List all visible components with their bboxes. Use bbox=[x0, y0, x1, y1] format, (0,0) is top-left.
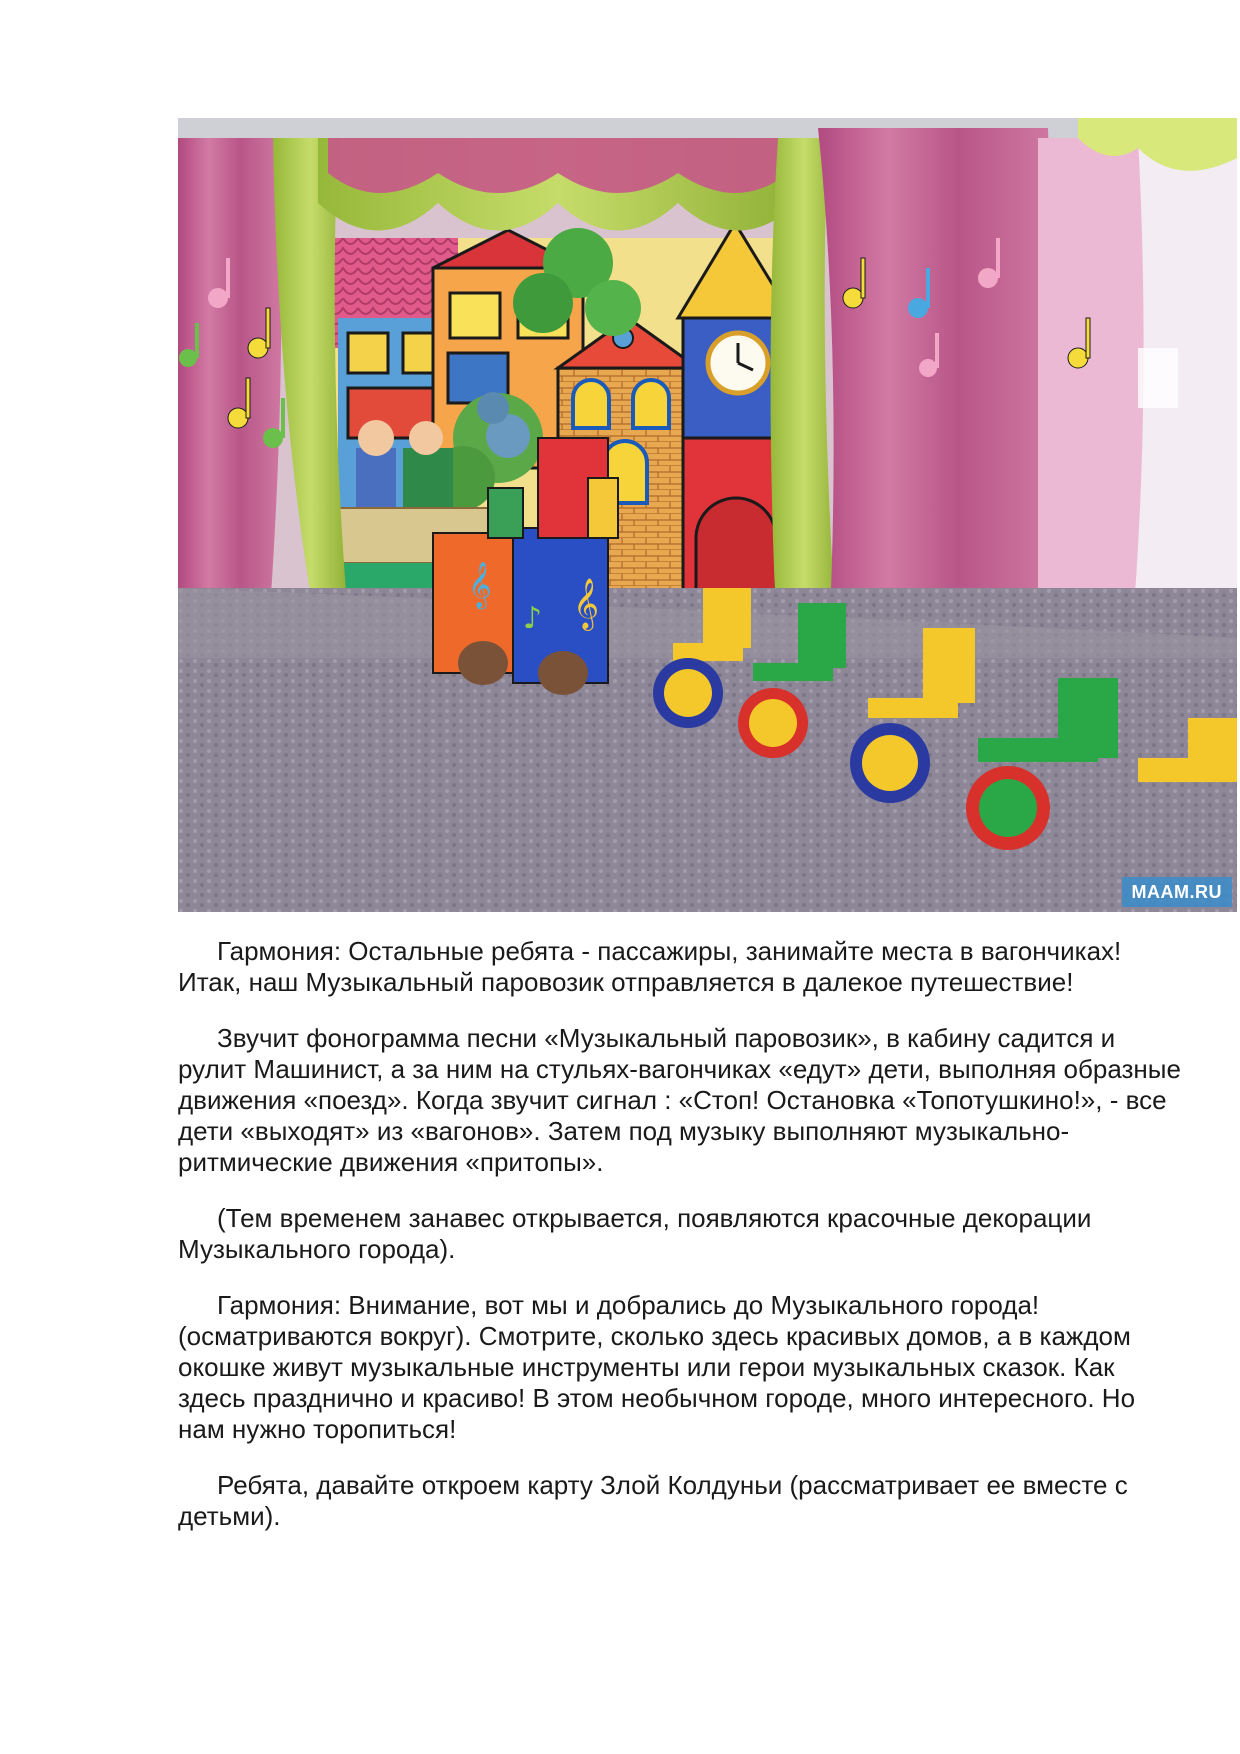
stage-scene-illustration bbox=[178, 118, 1237, 912]
paragraph-2: Звучит фонограмма песни «Музыкальный паровозик», в кабину садится и рулит Машинист, а за ним на стульях-вагончиках «едут» дети, выполняя образные движения «поезд». Когда звучит сигнал : «Стоп! Остановка «Топотушкино!», - все дети «выходят» из «вагонов». Затем под музыку выполняют музыкально-ритмические движения «притопы». bbox=[178, 1023, 1181, 1177]
paragraph-1: Гармония: Остальные ребята - пассажиры, занимайте места в вагончиках! Итак, наш Музыкальный паровозик отправляется в далекое путешествие! bbox=[178, 936, 1122, 997]
paragraph-3: (Тем временем занавес открывается, появляются красочные декорации Музыкального города). bbox=[178, 1203, 1092, 1264]
stage-photo bbox=[178, 118, 1237, 912]
document-text bbox=[178, 936, 1188, 1557]
paragraph-4: Гармония: Внимание, вот мы и добрались до Музыкального города! (осматриваются вокруг). Смотрите, сколько здесь красивых домов, а в каждом окошке живут музыкальные инструменты или герои музыкальных сказок. Как здесь празднично и красиво! В этом необычном городе, много интересного. Но нам нужно торопиться! bbox=[178, 1290, 1136, 1444]
watermark-label: MAAM.RU bbox=[1122, 877, 1233, 907]
svg-text:𝄞: 𝄞 bbox=[468, 562, 492, 608]
paragraph-5: Ребята, давайте откроем карту Злой Колдуньи (рассматривает ее вместе с детьми). bbox=[178, 1470, 1128, 1531]
svg-text:♪: ♪ bbox=[523, 601, 543, 636]
svg-text:𝄞: 𝄞 bbox=[573, 578, 600, 629]
